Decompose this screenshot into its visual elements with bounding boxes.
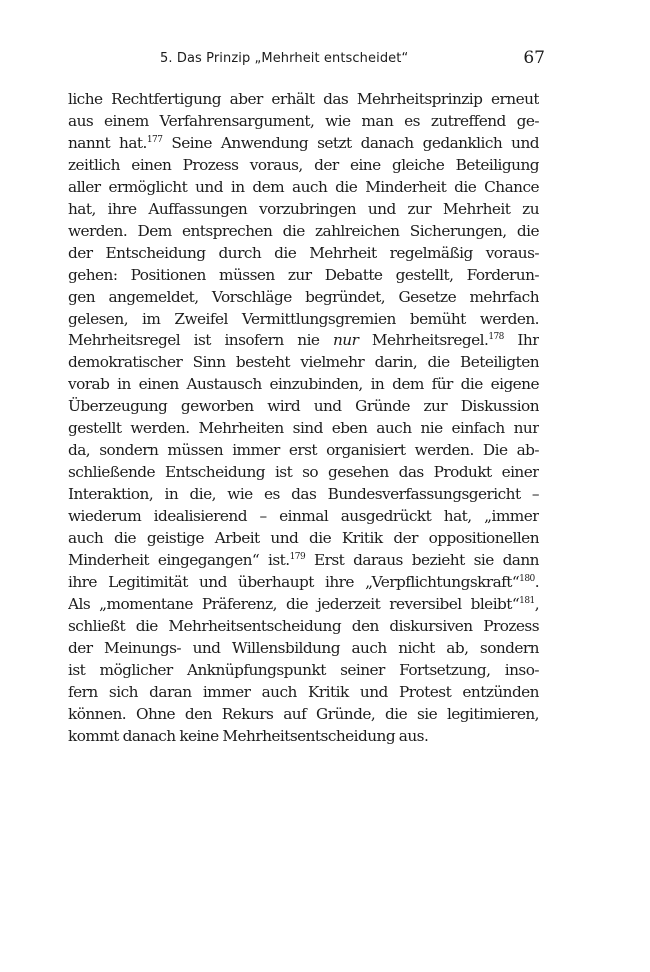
text-line bbox=[68, 155, 539, 177]
text-segment: . bbox=[534, 572, 539, 591]
text-segment: auch die geistige Arbeit und die Kritik der oppositionellen bbox=[68, 529, 539, 548]
text-segment: schließende Entscheidung ist so gesehen das Produkt einer bbox=[68, 463, 539, 482]
text-segment: werden. Dem entsprechen die zahlreichen Sicherungen, die bbox=[68, 221, 539, 240]
text-segment: Erst daraus bezieht sie dann bbox=[305, 551, 539, 570]
text-line bbox=[68, 133, 539, 155]
text-segment: demokratischer Sinn besteht vielmehr darin, die Beteiligten bbox=[68, 353, 539, 372]
text-line bbox=[68, 89, 539, 111]
text-segment: können. Ohne den Rekurs auf Gründe, die sie legitimieren, bbox=[68, 704, 539, 723]
text-segment: ist möglicher Anknüpfungspunkt seiner Fortsetzung, inso- bbox=[68, 660, 539, 679]
body-paragraph bbox=[68, 89, 539, 748]
text-segment: gen angemeldet, Vorschläge begründet, Gesetze mehrfach bbox=[68, 287, 539, 306]
text-segment: hat, ihre Auffassungen vorzubringen und zur Mehrheit zu bbox=[68, 199, 539, 218]
text-line bbox=[68, 616, 539, 638]
text-segment: Mehrheitsregel ist insofern nie bbox=[68, 331, 333, 350]
text-line bbox=[68, 199, 539, 221]
running-head-title: 5. Das Prinzip „Mehrheit entscheidet“ bbox=[160, 51, 409, 66]
text-line bbox=[68, 177, 539, 199]
text-line bbox=[68, 726, 539, 748]
footnote-marker: 177 bbox=[146, 134, 163, 145]
text-segment: Als „momentane Präferenz, die jederzeit reversibel bleibt“ bbox=[68, 594, 520, 613]
text-line bbox=[68, 440, 539, 462]
text-line bbox=[68, 550, 539, 572]
text-line bbox=[68, 352, 539, 374]
text-line bbox=[68, 506, 539, 528]
text-line bbox=[68, 330, 539, 352]
text-line bbox=[68, 594, 539, 616]
text-segment: Seine Anwendung setzt danach gedanklich und bbox=[162, 133, 539, 152]
text-line bbox=[68, 309, 539, 331]
text-segment: ihre Legitimität und überhaupt ihre „Verpflichtungskraft“ bbox=[68, 572, 520, 591]
text-line bbox=[68, 221, 539, 243]
emphasized-text: nur bbox=[333, 331, 359, 350]
text-segment: nannt hat. bbox=[68, 133, 147, 152]
footnote-marker: 180 bbox=[519, 573, 535, 584]
text-segment: fern sich daran immer auch Kritik und Protest entzünden bbox=[68, 682, 539, 701]
footnote-marker: 178 bbox=[488, 332, 504, 343]
text-segment: schließt die Mehrheitsentscheidung den diskursiven Prozess bbox=[68, 616, 539, 635]
text-line bbox=[68, 682, 539, 704]
text-segment: aus einem Verfahrensargument, wie man es zutreffend ge- bbox=[68, 111, 539, 130]
text-segment: der Entscheidung durch die Mehrheit regelmäßig voraus- bbox=[68, 243, 539, 262]
text-line bbox=[68, 572, 539, 594]
text-line bbox=[68, 396, 539, 418]
text-segment: Interaktion, in die, wie es das Bundesverfassungsgericht – bbox=[68, 485, 539, 504]
text-segment: , bbox=[534, 594, 539, 613]
footnote-marker: 181 bbox=[519, 595, 535, 606]
text-segment: vorab in einen Austausch einzubinden, in dem für die eigene bbox=[68, 375, 539, 394]
text-segment: der Meinungs- und Willensbildung auch nicht ab, sondern bbox=[68, 638, 539, 657]
text-segment: kommt danach keine Mehrheitsentscheidung aus. bbox=[68, 726, 429, 745]
text-line bbox=[68, 638, 539, 660]
text-segment: wiederum idealisierend – einmal ausgedrückt hat, „immer bbox=[68, 507, 539, 526]
text-line bbox=[68, 243, 539, 265]
page-number: 67 bbox=[523, 48, 545, 68]
text-line bbox=[68, 462, 539, 484]
text-line bbox=[68, 265, 539, 287]
text-segment: gehen: Positionen müssen zur Debatte gestellt, Forderun- bbox=[68, 265, 539, 284]
text-segment: Minderheit eingegangen“ ist. bbox=[68, 551, 290, 570]
running-head bbox=[160, 49, 545, 73]
text-segment: gestellt werden. Mehrheiten sind eben auch nie einfach nur bbox=[68, 419, 539, 438]
text-segment: Mehrheitsregel. bbox=[358, 331, 489, 350]
text-segment: aller ermöglicht und in dem auch die Minderheit die Chance bbox=[68, 177, 539, 196]
text-segment: da, sondern müssen immer erst organisiert werden. Die ab- bbox=[68, 441, 539, 460]
text-segment: liche Rechtfertigung aber erhält das Mehrheitsprinzip erneut bbox=[68, 90, 539, 108]
text-line bbox=[68, 704, 539, 726]
text-line bbox=[68, 660, 539, 682]
text-segment: Ihr bbox=[503, 331, 539, 350]
text-line bbox=[68, 484, 539, 506]
text-segment: Überzeugung geworben wird und Gründe zur Diskussion bbox=[68, 397, 539, 416]
footnote-marker: 179 bbox=[289, 552, 306, 563]
text-segment: zeitlich einen Prozess voraus, der eine gleiche Beteiligung bbox=[68, 155, 539, 174]
text-segment: gelesen, im Zweifel Vermittlungsgremien bemüht werden. bbox=[68, 309, 539, 328]
text-line bbox=[68, 528, 539, 550]
text-line bbox=[68, 418, 539, 440]
text-line bbox=[68, 287, 539, 309]
text-line bbox=[68, 374, 539, 396]
text-line bbox=[68, 111, 539, 133]
